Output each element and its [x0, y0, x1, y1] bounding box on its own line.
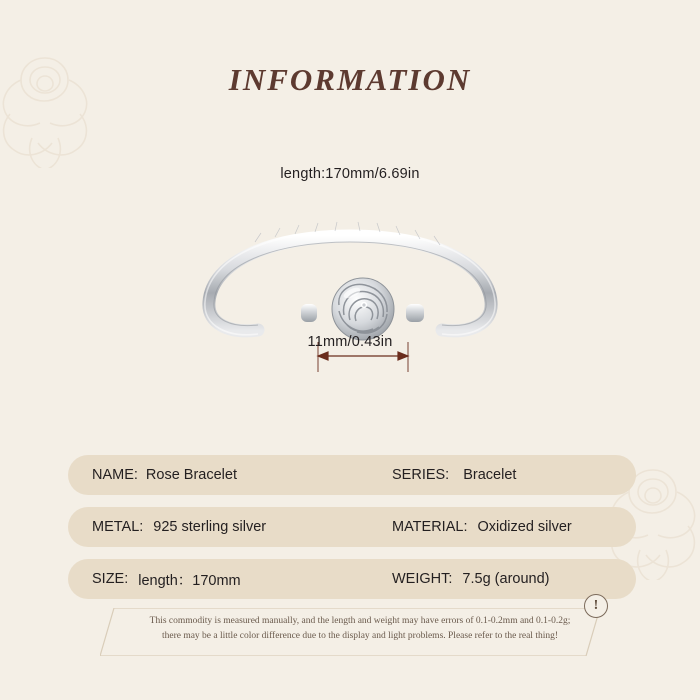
spec-value: Bracelet [463, 467, 517, 483]
spec-cell-material [368, 507, 636, 547]
spec-key: NAME: [92, 467, 138, 483]
disclaimer-note [100, 598, 600, 656]
spec-row [68, 507, 636, 547]
clasp-dimension-label: 11mm/0.43in [307, 334, 393, 350]
spec-key: SERIES: [392, 467, 450, 483]
product-image-area [0, 150, 700, 410]
spec-key: METAL: [92, 519, 144, 535]
spec-value: 925 sterling silver [153, 519, 267, 535]
length-dimension-label: length:170mm/6.69in [280, 166, 420, 182]
spec-key: MATERIAL: [392, 519, 468, 535]
spec-value: Rose Bracelet [145, 467, 237, 483]
spec-cell-metal [68, 507, 368, 547]
spec-value: length：170mm [138, 572, 241, 589]
specification-table [68, 455, 636, 611]
spec-cell-name [68, 455, 368, 495]
spec-cell-series [368, 455, 636, 495]
note-line-2: there may be a little color difference due to the display and light problems. Please refer to the real thing! [161, 631, 559, 641]
spec-cell-weight [368, 559, 636, 599]
spec-row [68, 559, 636, 599]
spec-value: Oxidized silver [477, 519, 572, 535]
note-line-1: This commodity is measured manually, and the length and weight may have errors of 0.1-0.2mm and 0.1-0.2g; [149, 616, 571, 626]
spec-key: WEIGHT: [392, 571, 453, 587]
page-title: INFORMATION [228, 62, 472, 97]
spec-key: SIZE: [92, 571, 129, 587]
spec-value: 7.5g (around) [462, 571, 550, 587]
spec-cell-size [68, 559, 368, 599]
warning-icon: ! [584, 594, 608, 618]
note-text [140, 614, 580, 644]
spec-row [68, 455, 636, 495]
